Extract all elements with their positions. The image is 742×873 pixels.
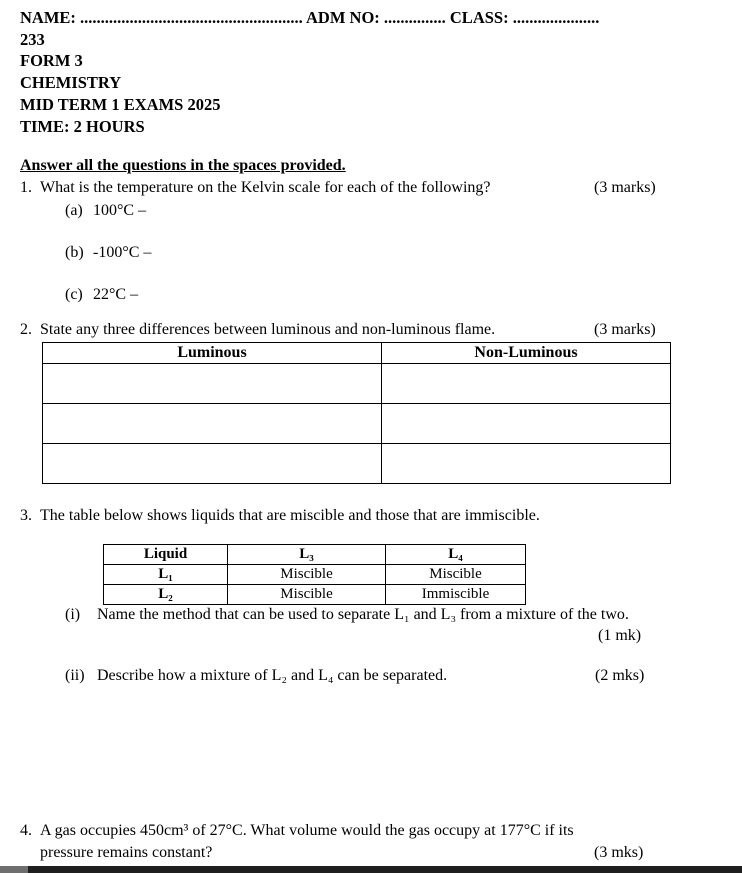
- part-b-label: (b): [65, 244, 84, 261]
- l2-row-header: L₂: [104, 585, 228, 605]
- instructions-line: Answer all the questions in the spaces provided.: [20, 157, 346, 174]
- question-1-number: 1.: [20, 179, 32, 196]
- question-4-text-line2: pressure remains constant?: [40, 844, 213, 861]
- question-2-number: 2.: [20, 321, 32, 338]
- part-ii-marks: (2 mks): [595, 667, 645, 684]
- luminous-comparison-table: [42, 342, 671, 484]
- liquid-column-header: Liquid: [104, 545, 228, 565]
- part-b-text: -100°C –: [93, 244, 152, 261]
- question-2-text: State any three differences between luminous and non-luminous flame.: [40, 321, 496, 338]
- question-3-text: The table below shows liquids that are miscible and those that are immiscible.: [40, 507, 540, 524]
- table-row: [104, 585, 526, 605]
- question-4-text-line1: A gas occupies 450cm³ of 27°C. What volume would the gas occupy at 177°C if its: [40, 822, 574, 839]
- table-row: [43, 444, 671, 484]
- name-adm-class-line: NAME: ...................................................... ADM NO: ............... CLASS: .....................: [20, 8, 600, 27]
- part-ii-label: (ii): [65, 667, 85, 684]
- question-2-marks: (3 marks): [594, 321, 656, 338]
- scan-bottom-bar-left-segment: [0, 866, 28, 873]
- question-3-number: 3.: [20, 507, 32, 524]
- empty-cell: [43, 364, 382, 404]
- empty-cell: [43, 404, 382, 444]
- time-allowed: TIME: 2 HOURS: [20, 116, 145, 136]
- question-4-marks: (3 mks): [594, 844, 644, 861]
- empty-cell: [382, 364, 671, 404]
- table-header-row: [104, 545, 526, 565]
- question-1-part-c: [65, 286, 138, 304]
- question-3: [20, 507, 722, 525]
- l2-l3-cell: Miscible: [228, 585, 386, 605]
- table-header-row: [43, 343, 671, 364]
- luminous-column-header: Luminous: [43, 343, 382, 364]
- form-level: FORM 3: [20, 51, 83, 71]
- l1-row-header: L₁: [104, 565, 228, 585]
- l4-column-header: L₄: [386, 545, 526, 565]
- miscibility-table: [103, 544, 526, 605]
- table-row: [43, 404, 671, 444]
- part-i-label: (i): [65, 606, 81, 623]
- question-1-text: What is the temperature on the Kelvin scale for each of the following?: [40, 179, 491, 196]
- paper-code: 233: [20, 29, 45, 49]
- question-1: [20, 179, 722, 197]
- question-1-part-a: [65, 202, 146, 220]
- l1-l4-cell: Miscible: [386, 565, 526, 585]
- exam-title: MID TERM 1 EXAMS 2025: [20, 94, 221, 114]
- question-1-marks: (3 marks): [594, 179, 656, 196]
- part-a-text: 100°C –: [93, 202, 147, 219]
- part-i-marks: (1 mk): [598, 627, 642, 644]
- question-4-line1: [20, 820, 722, 842]
- part-a-label: (a): [65, 202, 83, 219]
- part-i-text: Name the method that can be used to separate L₁ and L₃ from a mixture of the two.: [97, 606, 629, 623]
- table-row: [104, 565, 526, 585]
- subject-title: CHEMISTRY: [20, 73, 122, 93]
- question-4: [20, 820, 722, 864]
- part-ii-text: Describe how a mixture of L₂ and L₄ can be separated.: [97, 667, 448, 684]
- question-1-part-b: [65, 244, 151, 262]
- scan-bottom-bar: [0, 866, 742, 873]
- non-luminous-column-header: Non-Luminous: [382, 343, 671, 364]
- exam-header: [20, 7, 599, 137]
- question-3-part-i: [65, 606, 715, 644]
- empty-cell: [382, 444, 671, 484]
- l3-column-header: L₃: [228, 545, 386, 565]
- table-row: [43, 364, 671, 404]
- l2-l4-cell: Immiscible: [386, 585, 526, 605]
- question-4-number: 4.: [20, 822, 32, 839]
- part-c-text: 22°C –: [93, 286, 139, 303]
- question-2: [20, 321, 722, 339]
- empty-cell: [43, 444, 382, 484]
- question-3-part-ii: [65, 667, 715, 685]
- l1-l3-cell: Miscible: [228, 565, 386, 585]
- empty-cell: [382, 404, 671, 444]
- part-c-label: (c): [65, 286, 83, 303]
